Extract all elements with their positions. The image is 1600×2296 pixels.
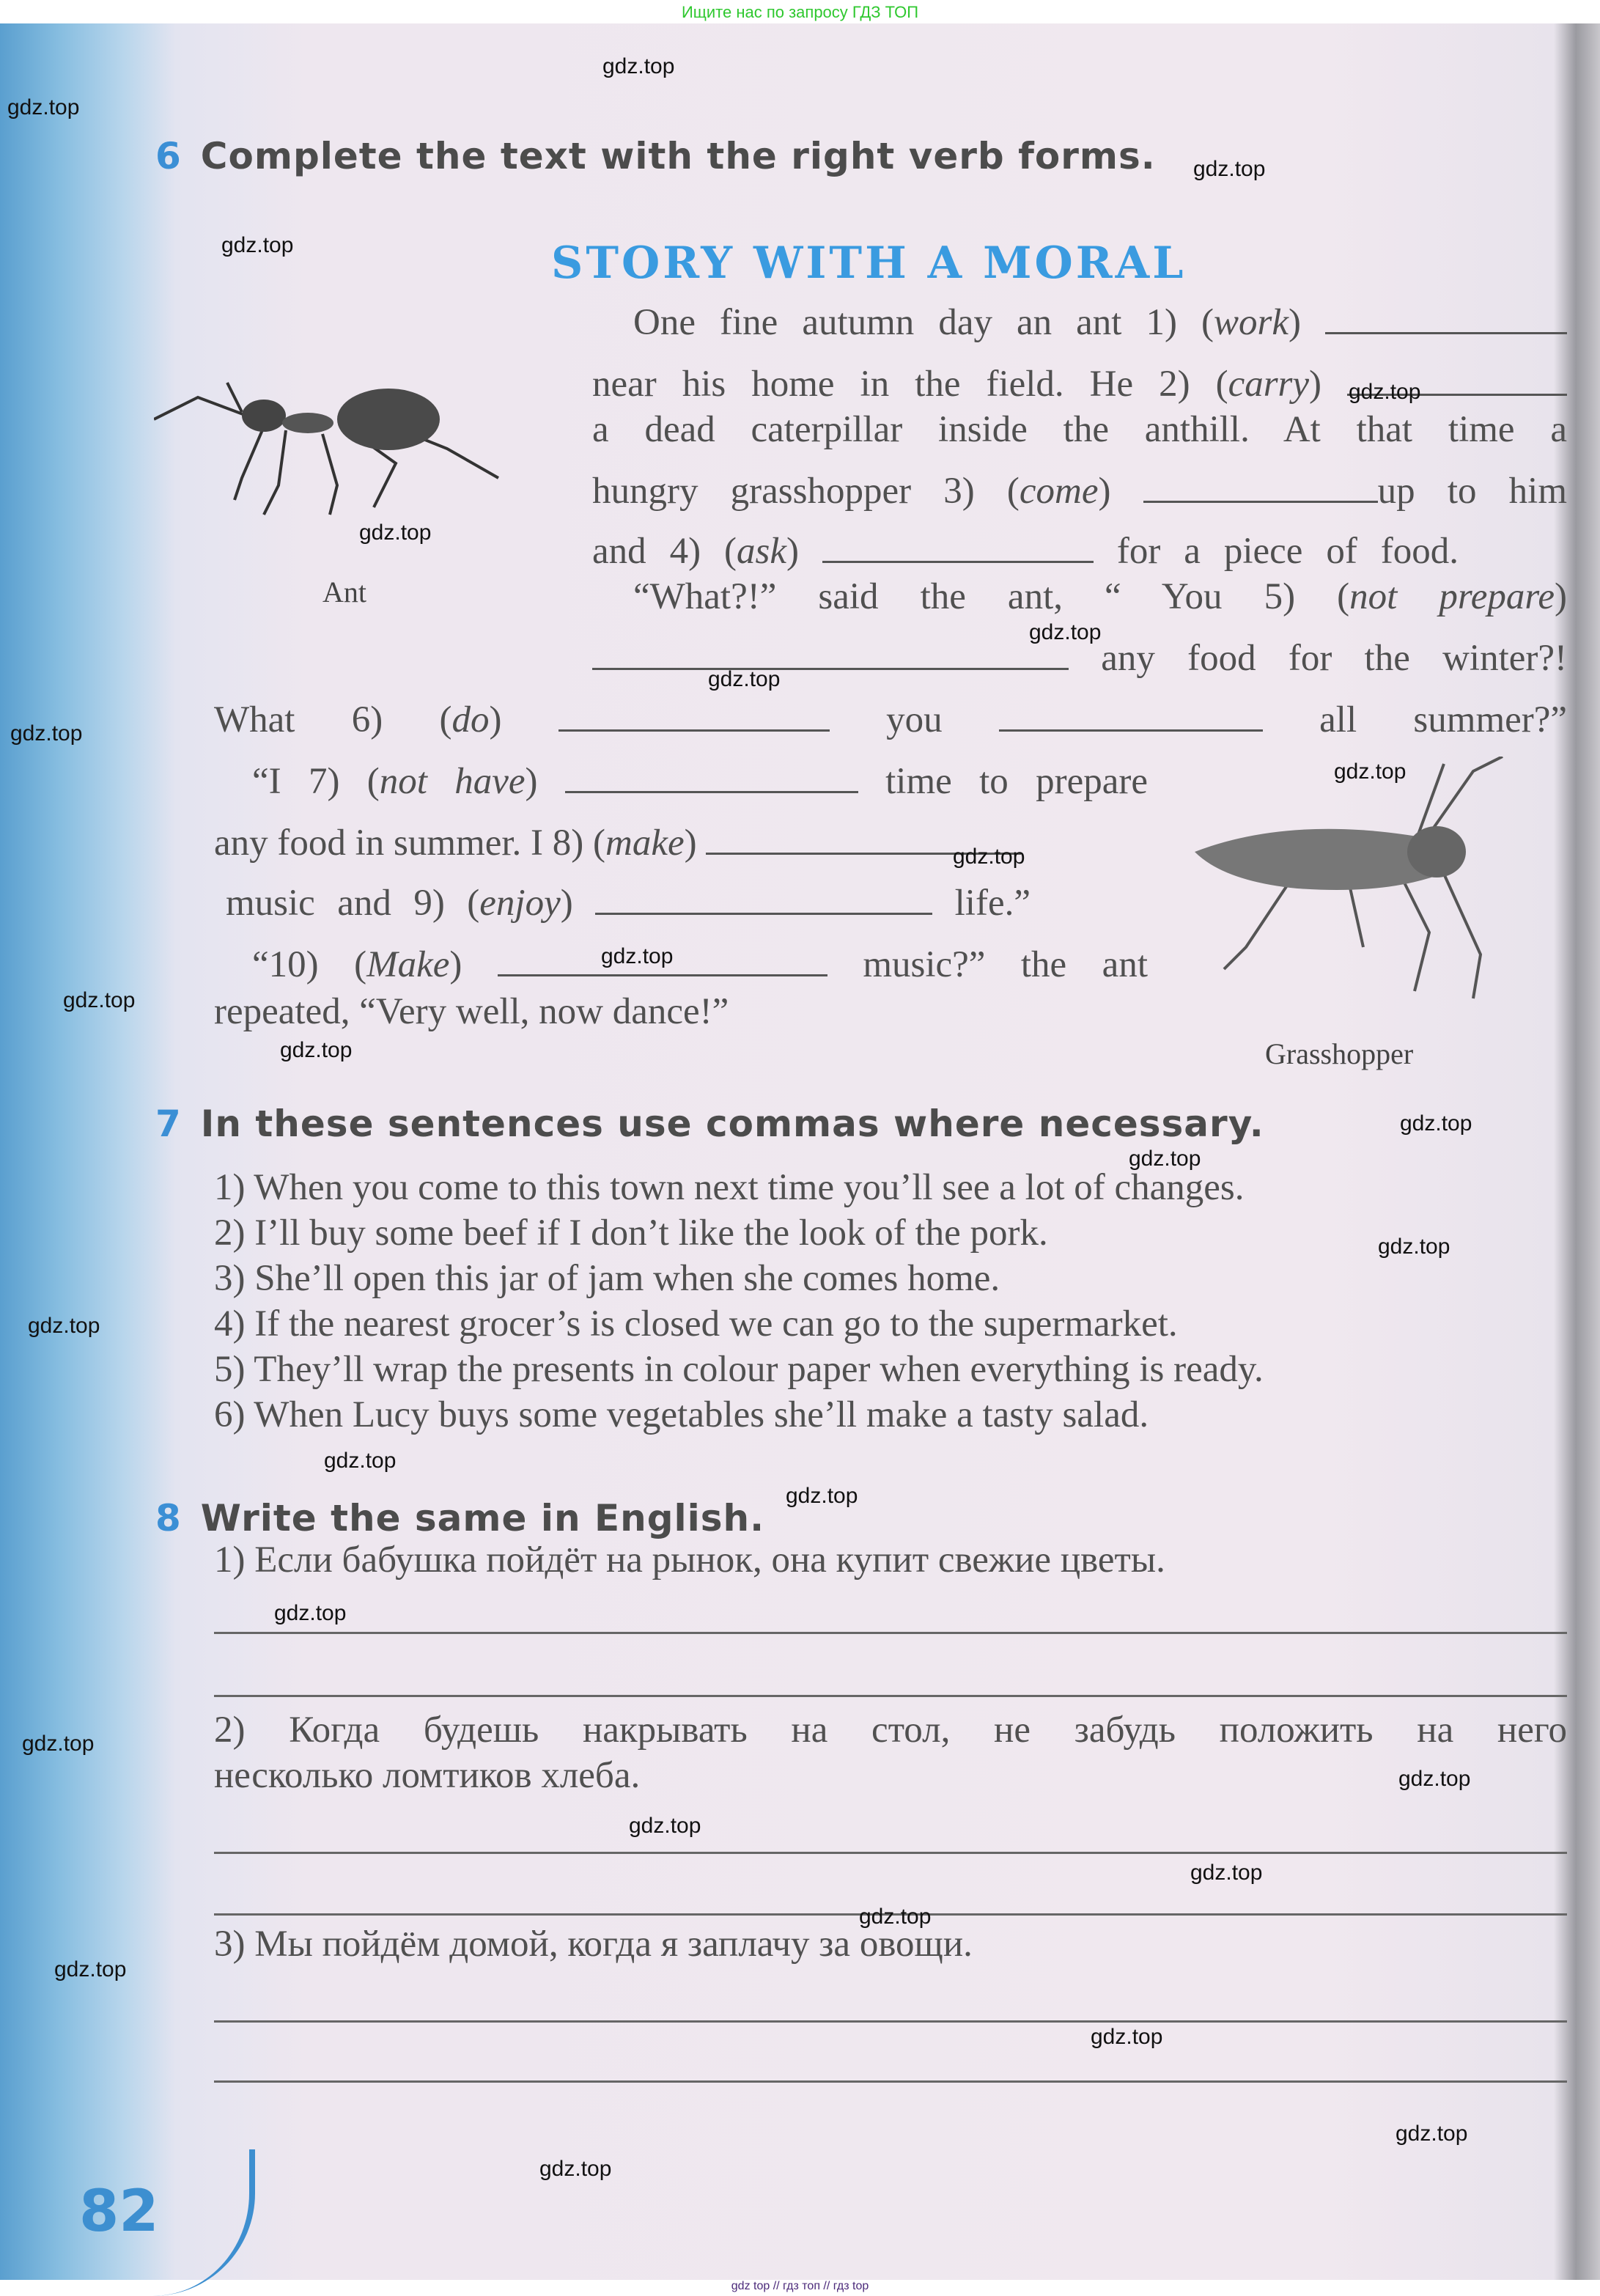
watermark: gdz.top xyxy=(602,54,675,78)
answer-line[interactable] xyxy=(214,2080,1567,2083)
sentence-item: 1) When you come to this town next time you’ll see a lot of changes. xyxy=(214,1167,1245,1208)
watermark: gdz.top xyxy=(859,1905,932,1929)
story-line-7: any food for the winter?! xyxy=(592,636,1567,680)
watermark: gdz.top xyxy=(539,2157,612,2181)
translation-item-2: 2) Когда будешь накрывать на стол, не забудь положить на него xyxy=(214,1710,1567,1751)
sentence-item: 5) They’ll wrap the presents in colour paper when everything is ready. xyxy=(214,1349,1264,1390)
exercise-number: 8 xyxy=(155,1497,182,1539)
exercise-number: 6 xyxy=(155,135,182,177)
watermark: gdz.top xyxy=(1334,759,1407,784)
watermark: gdz.top xyxy=(1029,620,1102,644)
watermark: gdz.top xyxy=(786,1484,858,1508)
watermark: gdz.top xyxy=(1378,1235,1450,1259)
answer-line[interactable] xyxy=(214,1695,1567,1697)
ant-illustration xyxy=(154,368,535,544)
story-line-13: repeated, “Very well, now dance!” xyxy=(214,991,729,1032)
watermark: gdz.top xyxy=(54,1957,127,1982)
exercise-8-heading xyxy=(155,1497,764,1539)
answer-line[interactable] xyxy=(214,1632,1567,1634)
answer-blank-3[interactable] xyxy=(1143,471,1378,503)
page-number-badge xyxy=(29,2149,255,2296)
watermark: gdz.top xyxy=(274,1601,347,1625)
watermark: gdz.top xyxy=(324,1449,397,1473)
heading-text: In these sentences use commas where necessary. xyxy=(200,1103,1264,1145)
story-title: STORY WITH A MORAL xyxy=(551,238,1187,289)
watermark: gdz.top xyxy=(28,1314,100,1338)
watermark: gdz.top xyxy=(1129,1147,1201,1171)
watermark: gdz.top xyxy=(953,845,1025,869)
exercise-7-heading xyxy=(155,1103,1264,1145)
story-line-8: What 6) (do) you all summer?” xyxy=(214,699,1568,740)
story-line-3: a dead caterpillar inside the anthill. At that time a xyxy=(592,409,1567,450)
watermark: gdz.top xyxy=(63,988,136,1012)
story-line-11: music and 9) (enjoy) life.” xyxy=(226,883,1031,924)
exercise-6-heading xyxy=(155,135,1156,177)
answer-blank-7[interactable] xyxy=(565,762,858,793)
watermark: gdz.top xyxy=(280,1038,353,1062)
watermark: gdz.top xyxy=(10,721,83,746)
exercise-number: 7 xyxy=(155,1103,182,1145)
answer-blank-5[interactable] xyxy=(592,639,1069,670)
watermark: gdz.top xyxy=(1091,2025,1163,2049)
translation-item-1: 1) Если бабушка пойдёт на рынок, она купит свежие цветы. xyxy=(214,1539,1165,1581)
watermark: gdz.top xyxy=(1190,1861,1263,1885)
answer-blank-4[interactable] xyxy=(822,531,1094,563)
translation-item-3: 3) Мы пойдём домой, когда я заплачу за овощи. xyxy=(214,1924,973,1965)
ant-caption: Ant xyxy=(322,575,366,608)
watermark: gdz.top xyxy=(1193,157,1266,181)
story-line-12: “10) (Make) music?” the ant xyxy=(252,944,1148,985)
page-number: 82 xyxy=(79,2179,159,2245)
footer-watermark[interactable]: gdz top // гдз топ // гдз top xyxy=(731,2280,869,2292)
watermark: gdz.top xyxy=(359,520,432,545)
story-line-10: any food in summer. I 8) (make) xyxy=(214,821,1021,865)
watermark: gdz.top xyxy=(1396,2122,1468,2146)
sentence-item: 4) If the nearest grocer’s is closed we can go to the supermarket. xyxy=(214,1303,1178,1344)
grasshopper-caption: Grasshopper xyxy=(1265,1037,1414,1070)
watermark: gdz.top xyxy=(629,1814,701,1838)
answer-blank-1[interactable] xyxy=(1325,303,1567,334)
answer-line[interactable] xyxy=(214,1852,1567,1854)
answer-blank-6a[interactable] xyxy=(558,700,830,732)
watermark: gdz.top xyxy=(1349,380,1421,404)
heading-text: Complete the text with the right verb forms. xyxy=(200,135,1156,177)
story-line-1: One fine autumn day an ant 1) (work) xyxy=(633,301,1567,345)
watermark: gdz.top xyxy=(221,233,294,257)
sentence-item: 6) When Lucy buys some vegetables she’ll make a tasty salad. xyxy=(214,1394,1149,1435)
grasshopper-illustration xyxy=(1180,757,1525,1006)
answer-line[interactable] xyxy=(214,2020,1567,2023)
watermark: gdz.top xyxy=(22,1732,95,1756)
top-banner[interactable]: Ищите нас по запросу ГДЗ ТОП xyxy=(681,3,919,21)
sentence-item: 3) She’ll open this jar of jam when she comes home. xyxy=(214,1258,1000,1299)
story-line-6: “What?!” said the ant, “ You 5) (not prepare) xyxy=(633,576,1567,617)
story-line-4: hungry grasshopper 3) (come) up to him xyxy=(592,471,1567,512)
story-line-5: and 4) (ask) for a piece of food. xyxy=(592,531,1459,572)
watermark: gdz.top xyxy=(708,667,781,691)
answer-blank-9[interactable] xyxy=(595,883,932,915)
sentence-item: 2) I’ll buy some beef if I don’t like the look of the pork. xyxy=(214,1213,1048,1254)
story-line-9: “I 7) (not have) time to prepare xyxy=(252,761,1148,802)
story-line-2: near his home in the field. He 2) (carry) xyxy=(592,362,1567,406)
watermark: gdz.top xyxy=(601,944,674,968)
watermark: gdz.top xyxy=(1398,1767,1471,1791)
heading-text: Write the same in English. xyxy=(200,1497,765,1539)
translation-item-2-cont: несколько ломтиков хлеба. xyxy=(214,1755,641,1796)
textbook-page xyxy=(0,23,1600,2280)
watermark: gdz.top xyxy=(1400,1111,1472,1136)
answer-blank-6b[interactable] xyxy=(999,700,1263,732)
watermark: gdz.top xyxy=(7,95,80,119)
